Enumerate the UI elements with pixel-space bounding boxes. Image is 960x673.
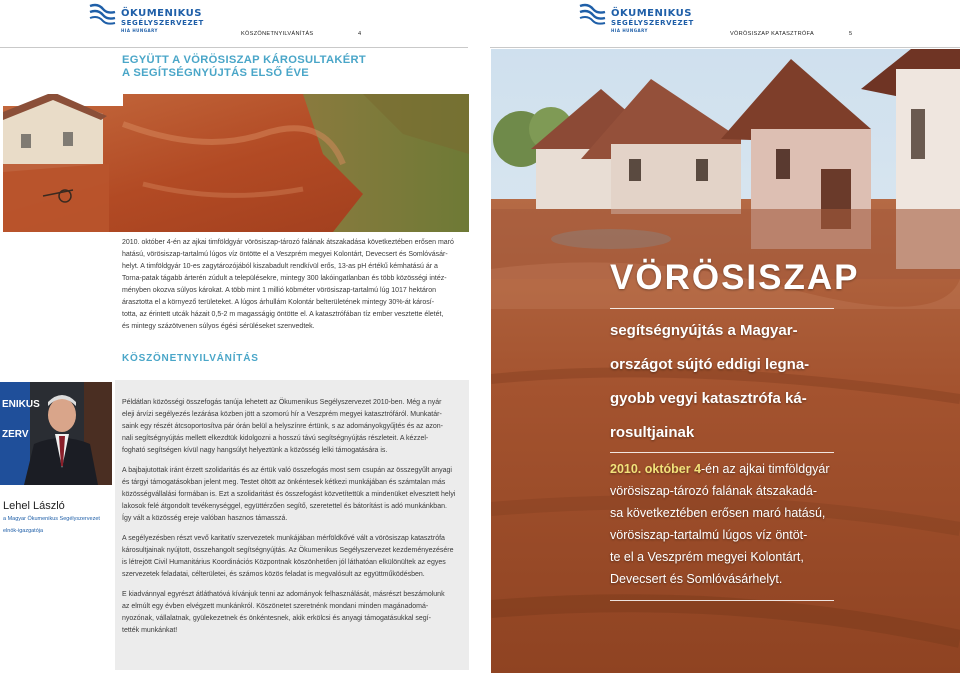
lead-line: vörösiszap-tartalmú lúgos víz öntöt-: [610, 528, 808, 542]
left-page-number: 4: [358, 31, 362, 37]
intro-line: helyt. A timföldgyár 10-es zagytározójából kiszabadult rendkívül erős, 13-as pH értékű kémhatású ár a: [122, 263, 438, 270]
lead-line: Devecsert és Somlóvásárhelyt.: [610, 572, 783, 586]
left-title-line1: EGYÜTT A VÖRÖSISZAP KÁROSULTAKÉRT: [122, 54, 367, 66]
title-underline: [610, 308, 834, 309]
subtitle-line: segítségnyújtás a Magyar-: [610, 322, 798, 339]
subtitle-underline: [610, 452, 834, 453]
ecumenical-wave-icon: [89, 3, 117, 25]
paragraph-1: [122, 397, 462, 457]
portrait-photo: [0, 382, 112, 485]
right-page-number: 5: [849, 31, 853, 37]
subtitle-line: rosultjainak: [610, 424, 695, 441]
logo-line1: ÖKUMENIKUS: [611, 8, 692, 19]
text-line: E kiadvánnyal egyrészt átláthatóvá kívánjuk tenni az adományok felhasználását, másrészt beszámolunk: [122, 591, 445, 598]
subtitle-line: gyobb vegyi katasztrófa ká-: [610, 390, 807, 407]
intro-line: totta, az érintett utcák házait 0,5-2 m magasságig öntötte el. A katasztrófában tíz ember vesztette életét,: [122, 311, 444, 318]
svg-text:ENIKUS: ENIKUS: [2, 399, 40, 410]
text-line: közösségvállalási formában is. Ezt a szolidaritást és összefogást közvetítettük a mindenüket elvesztett helyi: [122, 491, 456, 498]
text-line: fogható segítségen kívül nagy hangsúlyt helyeztünk a közösség lelki támogatására is.: [122, 447, 388, 454]
logo-line2: SEGÉLYSZERVEZET: [121, 19, 204, 27]
text-line: A bajbajutottak iránt érzett szolidaritás és az értük való összefogás most sem csupán az összegyűlt anyagi: [122, 467, 452, 474]
text-line: az elmúlt egy évben elvégzett munkánkról. Köszönetet szeretnénk mondani minden magánadomá-: [122, 603, 429, 610]
lead-line: sa következtében erősen maró hatású,: [610, 506, 826, 520]
lead-date-highlight: 2010. október 4: [610, 462, 702, 476]
paragraph-3: [122, 533, 462, 581]
section-title: KÖSZÖNETNYILVÁNÍTÁS: [122, 353, 259, 364]
left-header-section: KÖSZÖNETNYILVÁNÍTÁS: [241, 31, 314, 37]
text-line: és tárgyi támogatásokban jelent meg. Testet öltött az önkéntesek kétkezi munkájában és számtalan más: [122, 479, 446, 486]
lead-first-line: [610, 458, 830, 480]
logo-line1: ÖKUMENIKUS: [121, 8, 202, 19]
lead-line: te el a Veszprém megyei Kolontárt,: [610, 550, 804, 564]
intro-line: ményben okozva súlyos károkat. A több mint 1 millió köbméter vörösiszap-tartalmú lúg 1017 hektáron: [122, 287, 436, 294]
text-line: Így vált a közösség ereje valóban hasznos támasszá.: [122, 515, 288, 522]
text-line: A segélyezésben részt vevő karitatív szervezetek munkájában mérföldkővé vált a vörösiszap katasztrófa: [122, 535, 445, 542]
person-name: Lehel László: [3, 500, 65, 512]
text-line: nyozónak, vállalatnak, gyülekezetnek és önkéntesnek, akik erkölcsi és anyagi támogatásukkal segí-: [122, 615, 431, 622]
intro-line: hatású, vörösiszap-tartalmú lúgos víz öntötte el a Veszprém megyei Kolontárt, Devecsert és Somlóvásár-: [122, 251, 448, 258]
flood-photo: [3, 94, 469, 232]
text-line: eleji árvízi segélyezés lezárása közben jött a szomorú hír a Veszprém megyei katasztrófáról. Munkatár-: [122, 411, 442, 418]
right-header-rule: [490, 47, 960, 48]
left-title-line2: A SEGÍTSÉGNYÚJTÁS ELSŐ ÉVE: [122, 67, 310, 79]
subtitle: [610, 314, 809, 450]
ecumenical-wave-icon: [579, 3, 607, 25]
role-line2: elnök-igazgatója: [3, 528, 44, 534]
intro-line: 2010. október 4-én az ajkai timföldgyár vörösiszap-tározó falának átszakadása következtében erősen maró: [122, 239, 454, 246]
lead-line: vörösiszap-tározó falának átszakadá-: [610, 484, 818, 498]
big-title: VÖRÖSISZAP: [610, 258, 860, 297]
text-line: tették munkánkat!: [122, 627, 178, 634]
svg-text:ZERV: ZERV: [2, 429, 29, 440]
text-line: is létrejött Civil Humanitárius Koordinációs Központnak köszönhetően jól láthatóan elkülönültek az egyes: [122, 559, 446, 566]
role-line1: a Magyar Ökumenikus Segélyszervezet: [3, 516, 100, 522]
paragraph-2: [122, 465, 462, 525]
flood-photo-graphic: [3, 94, 469, 232]
lead-text: [610, 458, 830, 590]
intro-line: Torna-patak tágabb árterén zúdult a településekre, mintegy 300 lakóingatlanban és több közösségi intéz-: [122, 275, 447, 282]
lead-first-rest: -én az ajkai timföldgyár: [701, 462, 830, 476]
logo-line2: SEGÉLYSZERVEZET: [611, 19, 694, 27]
right-page: [480, 0, 960, 673]
text-line: lakosok felé átgondolt tevékenységgel, együttérzően segítő, szeretettel és bátorítást is adó munkánkban.: [122, 503, 447, 510]
portrait-graphic: [0, 382, 112, 485]
intro-line: és mintegy százötvenen súlyos égési sérüléseket szenvedtek.: [122, 323, 315, 330]
thanks-text: [122, 397, 462, 637]
lead-underline: [610, 600, 834, 601]
logo-line3: HIA HUNGARY: [611, 28, 648, 33]
text-line: szervezetek feladatai, célterületei, és számos közös feladat is megvalósult az együttműködésben.: [122, 571, 425, 578]
text-line: nali segítségnyújtás mellett elkezdtük kidolgozni a hosszú távú segítségnyújtás részleteit. A kézzel-: [122, 435, 429, 442]
intro-paragraph: [122, 237, 468, 333]
text-line: Példátlan közösségi összefogás tanúja lehetett az Ökumenikus Segélyszervezet 2010-ben. Még a nyár: [122, 399, 442, 406]
right-header-section: VÖRÖSISZAP KATASZTRÓFA: [730, 31, 814, 37]
paragraph-4: [122, 589, 462, 637]
subtitle-line: országot sújtó eddigi legna-: [610, 356, 810, 373]
left-title: [122, 54, 366, 80]
logo-line3: HIA HUNGARY: [121, 28, 158, 33]
text-line: saink egy részét átcsoportosítva pár órán belül a helyszínre értünk, s az adományokgyűjtés és az azon-: [122, 423, 444, 430]
person-role: [3, 513, 100, 537]
intro-line: árasztotta el a környező területeket. A lúgos árhullám Kolontár belterületének mintegy 30%-át károsí-: [122, 299, 435, 306]
left-header-rule: [0, 47, 468, 48]
text-line: károsultjainak nyújtott, összehangolt segítségnyújtás. Az Ökumenikus Segélyszervezet kezdeményezésére: [122, 547, 454, 554]
